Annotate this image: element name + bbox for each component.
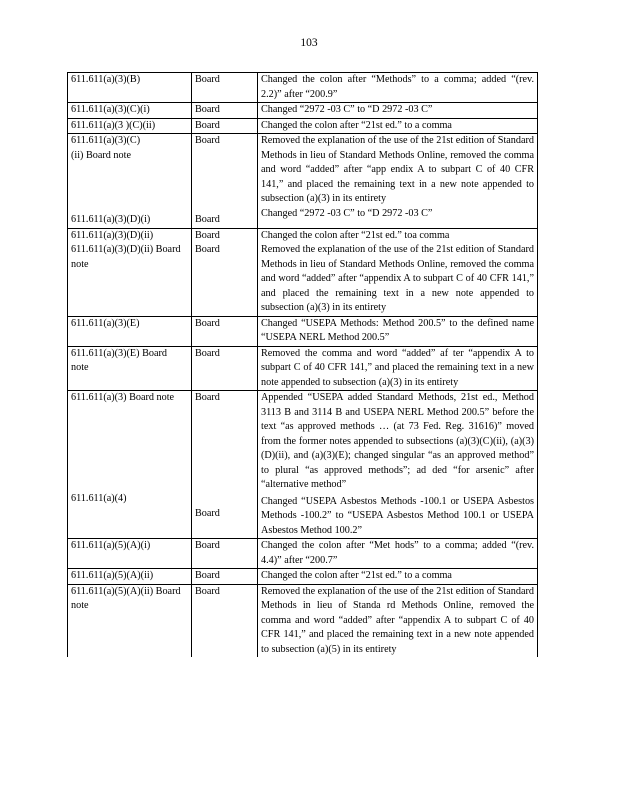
section-cell — [68, 391, 192, 539]
change-text: Removed the explanation of the use of the 21st edition of Standard Methods in lieu of Standard Methods Online, removed the comma and word “added” after “app endix A to subpart C of 40 CFR 141,” and placed the remaining text in a new note appended to subsection (a)(3) in its entirety — [261, 135, 534, 204]
change-cell — [258, 316, 538, 346]
change-text: Changed the colon after “Met hods” to a comma; added “(rev. 4.4)” after “200.7” — [261, 540, 534, 566]
body-text: Board — [195, 104, 220, 115]
body-text: Board — [195, 213, 220, 225]
section-text: 611.611(a)(3)(D)(ii) — [71, 229, 154, 241]
table-row — [68, 73, 538, 103]
section-cell — [68, 134, 192, 229]
body-text: Board — [195, 507, 220, 519]
change-cell — [258, 539, 538, 569]
body-cell — [192, 118, 258, 134]
body-cell — [192, 346, 258, 391]
section-cell — [68, 346, 192, 391]
change-cell — [258, 228, 538, 316]
page-number: 103 — [300, 37, 318, 49]
body-cell — [192, 569, 258, 585]
change-cell — [258, 118, 538, 134]
change-text: Changed “USEPA Methods: Method 200.5” to the defined name “USEPA NERL Method 200.5” — [261, 317, 534, 343]
change-cell — [258, 391, 538, 539]
section-text: 611.611(a)(3)(D)(ii) Board note — [71, 244, 181, 270]
section-cell — [68, 73, 192, 103]
change-text: Changed the colon after “21st ed.” to a comma — [261, 119, 452, 131]
section-text: 611.611(a)(4) — [71, 492, 127, 504]
section-text: 611.611(a)(5)(A)(ii) — [71, 570, 154, 581]
body-text: Board — [195, 135, 220, 146]
body-cell — [192, 391, 258, 539]
table-row — [68, 134, 538, 229]
section-cell — [68, 316, 192, 346]
change-text: Appended “USEPA added Standard Methods, 21st ed., Method 3113 B and 3114 B and USEPA NERL Method 200.5” before the text “as approved methods … (at 73 Fed. Reg. 31616)” moved from the former notes appended to subsections (a)(3)(C)(ii), (a)(3)(D)(ii), and (a)(3)(E); changed singular “as an approved method” to plural “as approved methods”; ad ded “for arsenic” after “alternative method” — [261, 392, 534, 490]
body-text: Board — [195, 317, 220, 329]
body-text: Board — [195, 585, 220, 597]
change-text: Removed the comma and word “added” af ter “appendix A to subpart C of 40 CFR 141,” and placed the remaining text in a new note appended to subsection (a)(3) in its entirety — [261, 347, 534, 388]
body-text: Board — [195, 347, 220, 359]
table-row — [68, 569, 538, 585]
change-text: Removed the explanation of the use of the 21st edition of Standard Methods in lieu of Standard Methods Online, removed the comma and word “added” after “appendix A to subpart C of 40 CFR 141,” and placed the remaining text in a new note appended to subsection (a)(3) in its entirety — [261, 244, 534, 313]
change-cell — [258, 103, 538, 119]
section-cell — [68, 539, 192, 569]
body-text: Board — [195, 540, 220, 551]
section-text: 611.611(a)(3 )(C)(ii) — [71, 119, 156, 131]
section-text: 611.611(a)(3) Board note — [71, 392, 175, 403]
section-text: 611.611(a)(5)(A)(ii) Board note — [71, 585, 181, 611]
body-cell — [192, 228, 258, 316]
table-row — [68, 346, 538, 391]
section-cell — [68, 228, 192, 316]
change-text: Changed the colon after “Methods” to a comma; added “(rev. 2.2)” after “200.9” — [261, 74, 534, 100]
table-row — [68, 584, 538, 657]
table-row — [68, 316, 538, 346]
section-text: 611.611(a)(3)(C)(i) — [71, 104, 150, 115]
section-text: 611.611(a)(3)(D)(i) — [71, 214, 151, 225]
change-text: Removed the explanation of the use of the 21st edition of Standard Methods in lieu of Standa rd Methods Online, removed the comma and word “added” after “appendix A to subpart C of 40 CFR 141,” and placed the remaining text in a new note appended to subsection (a)(5) in its entirety — [261, 585, 534, 655]
section-text: 611.611(a)(5)(A)(i) — [71, 540, 151, 551]
body-cell — [192, 539, 258, 569]
change-cell — [258, 73, 538, 103]
section-text: 611.611(a)(3)(B) — [71, 74, 141, 85]
change-text: Changed the colon after “21st ed.” to a comma — [261, 570, 452, 581]
change-text: Changed “2972 -03 C” to “D 2972 -03 C” — [261, 104, 433, 115]
section-text: 611.611(a)(3)(E) — [71, 317, 140, 329]
body-cell — [192, 584, 258, 657]
body-cell — [192, 103, 258, 119]
change-text: Changed the colon after “21st ed.” toa comma — [261, 229, 450, 241]
table-row — [68, 118, 538, 134]
body-text: Board — [195, 229, 220, 241]
body-cell — [192, 316, 258, 346]
change-text: Changed “2972 -03 C” to “D 2972 -03 C” — [261, 207, 433, 219]
body-text: Board — [195, 392, 220, 403]
change-cell — [258, 134, 538, 229]
table-row — [68, 103, 538, 119]
change-cell — [258, 569, 538, 585]
body-cell — [192, 73, 258, 103]
section-text: 611.611(a)(3)(E) Board note — [71, 347, 167, 373]
body-text: Board — [195, 74, 220, 85]
body-text: Board — [195, 244, 220, 255]
body-text: Board — [195, 119, 220, 131]
change-text: Changed “USEPA Asbestos Methods -100.1 or USEPA Asbestos Methods -100.2” to “USEPA Asbestos Method 100.1 or USEPA Asbestos Method 100.2” — [261, 495, 534, 536]
section-cell — [68, 569, 192, 585]
change-cell — [258, 346, 538, 391]
section-cell — [68, 118, 192, 134]
section-cell — [68, 584, 192, 657]
revision-table — [67, 72, 538, 657]
table-row — [68, 391, 538, 539]
body-text: Board — [195, 570, 220, 581]
section-cell — [68, 103, 192, 119]
table-row — [68, 228, 538, 316]
body-cell — [192, 134, 258, 229]
section-text: 611.611(a)(3)(C)(ii) Board note — [71, 135, 141, 161]
table-row — [68, 539, 538, 569]
change-cell — [258, 584, 538, 657]
